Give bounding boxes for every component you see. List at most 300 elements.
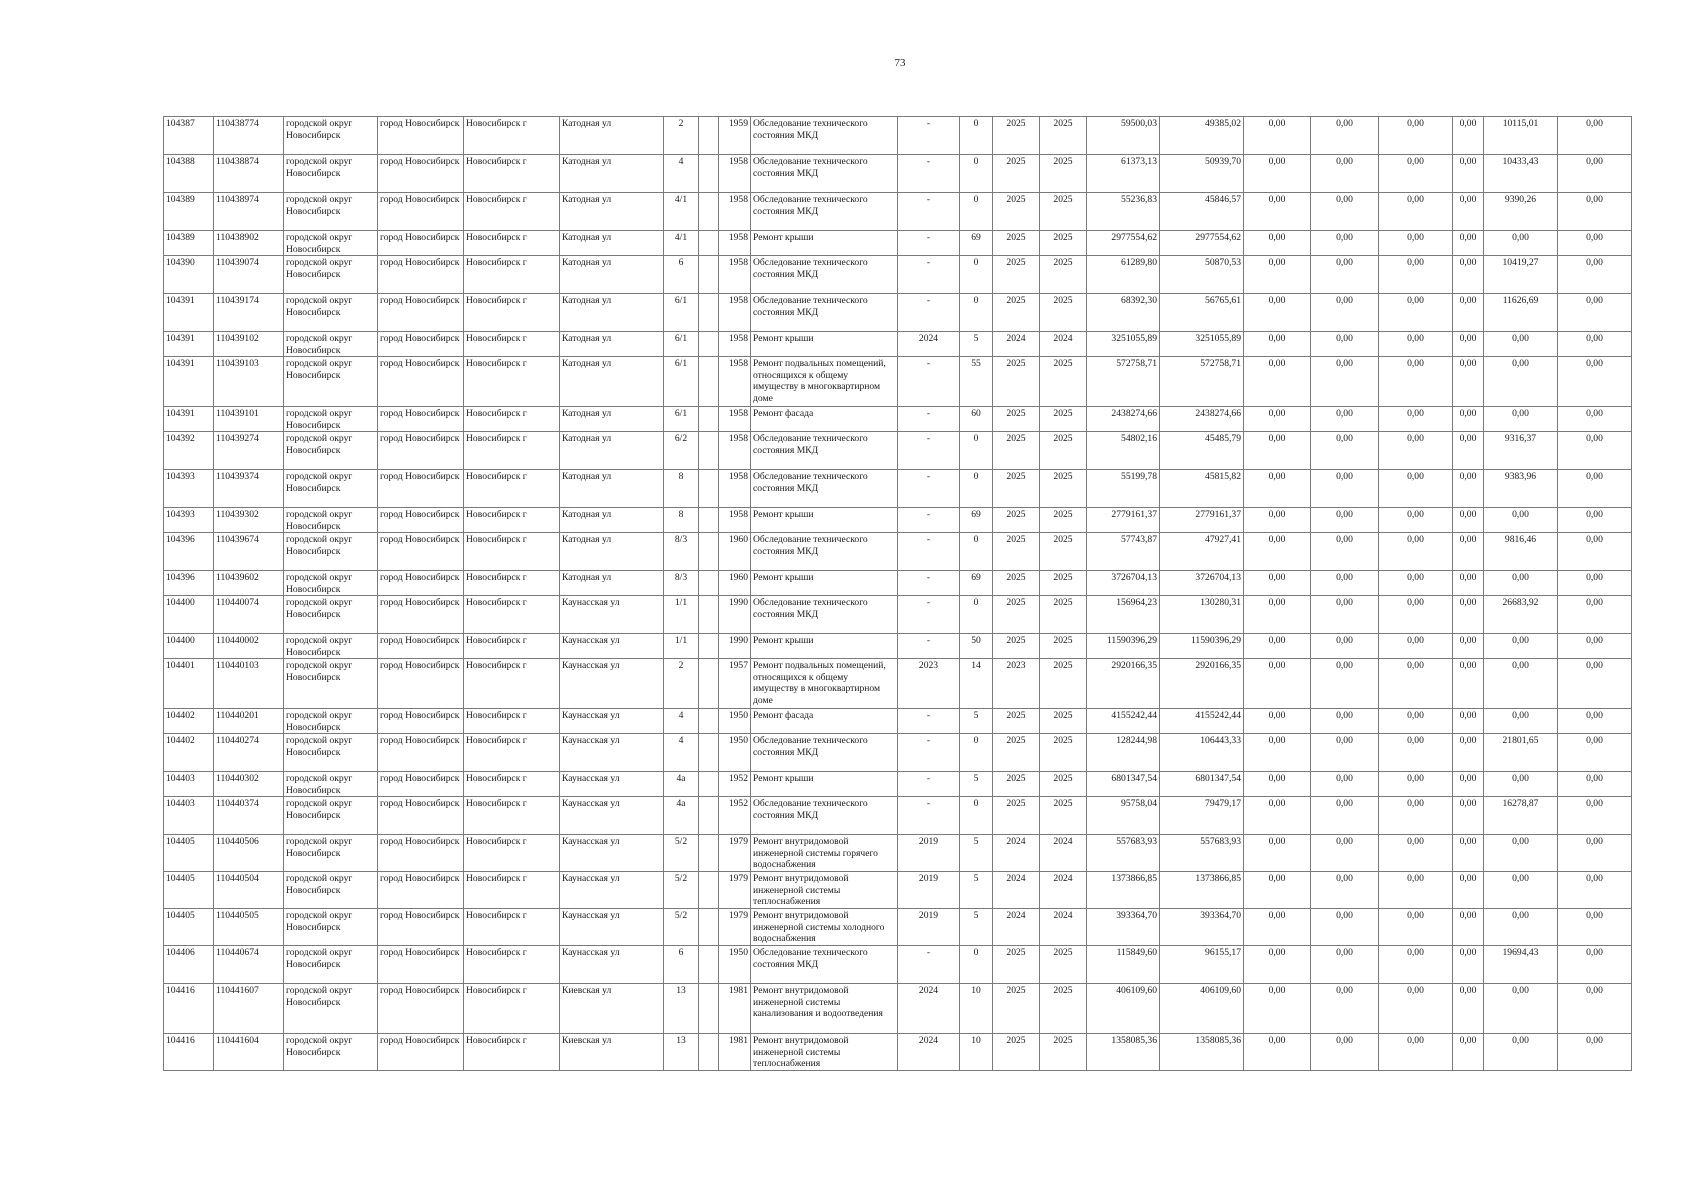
cell-build-year: 1957 <box>719 659 751 709</box>
cell-plan-start-year: 2025 <box>993 1034 1040 1071</box>
cell-settlement: город Новосибирск <box>378 634 464 659</box>
cell-build-year: 1958 <box>719 231 751 256</box>
cell-budget-regional: 0,00 <box>1311 432 1379 470</box>
cell-build-year: 1958 <box>719 357 751 407</box>
cell-budget-federal: 0,00 <box>1244 909 1311 946</box>
cell-fund-cost: 6801347,54 <box>1160 772 1244 797</box>
cell-locality: Новосибирск г <box>464 407 560 432</box>
cell-building <box>699 357 719 407</box>
cell-plan-start-year: 2025 <box>993 357 1040 407</box>
table-row <box>164 294 1632 332</box>
cell-building <box>699 256 719 294</box>
cell-budget-federal: 0,00 <box>1244 872 1311 909</box>
cell-plan-start-year: 2025 <box>993 256 1040 294</box>
cell-locality: Новосибирск г <box>464 357 560 407</box>
cell-settlement: город Новосибирск <box>378 193 464 231</box>
cell-row-number: 104416 <box>164 984 214 1034</box>
cell-row-number: 104416 <box>164 1034 214 1071</box>
table-row <box>164 533 1632 571</box>
cell-budget-local: 0,00 <box>1379 294 1453 332</box>
cell-house-number: 2 <box>664 659 699 709</box>
cell-plan-end-year: 2025 <box>1040 659 1087 709</box>
cell-row-number: 104391 <box>164 332 214 357</box>
cell-building <box>699 231 719 256</box>
cell-object-code: 110440505 <box>214 909 284 946</box>
cell-locality: Новосибирск г <box>464 470 560 508</box>
cell-street: Катодная ул <box>560 332 664 357</box>
cell-plan-start-year: 2025 <box>993 797 1040 835</box>
cell-work-type: Ремонт фасада <box>751 709 898 734</box>
cell-other-sources: 0,00 <box>1453 155 1484 193</box>
cell-settlement: город Новосибирск <box>378 231 464 256</box>
cell-plan-start-year: 2024 <box>993 909 1040 946</box>
cell-owner-funds: 0,00 <box>1484 659 1558 709</box>
cell-plan-start-year: 2025 <box>993 533 1040 571</box>
cell-reserve: 0,00 <box>1558 946 1632 984</box>
cell-street: Каунасская ул <box>560 835 664 872</box>
cell-budget-regional: 0,00 <box>1311 193 1379 231</box>
cell-work-type: Ремонт крыши <box>751 231 898 256</box>
cell-settlement: город Новосибирск <box>378 709 464 734</box>
cell-plan-end-year: 2025 <box>1040 984 1087 1034</box>
cell-wear-percent: 0 <box>960 596 993 634</box>
cell-municipal-district: городской округ Новосибирск <box>284 571 378 596</box>
cell-work-type: Ремонт крыши <box>751 634 898 659</box>
cell-building <box>699 117 719 155</box>
cell-street: Катодная ул <box>560 155 664 193</box>
cell-wear-percent: 0 <box>960 193 993 231</box>
cell-total-cost: 3251055,89 <box>1087 332 1160 357</box>
cell-budget-federal: 0,00 <box>1244 231 1311 256</box>
cell-municipal-district: городской округ Новосибирск <box>284 193 378 231</box>
cell-budget-regional: 0,00 <box>1311 407 1379 432</box>
cell-municipal-district: городской округ Новосибирск <box>284 946 378 984</box>
cell-build-year: 1952 <box>719 797 751 835</box>
cell-budget-local: 0,00 <box>1379 772 1453 797</box>
cell-budget-local: 0,00 <box>1379 709 1453 734</box>
cell-object-code: 110439374 <box>214 470 284 508</box>
cell-prev-year: 2023 <box>898 659 960 709</box>
cell-locality: Новосибирск г <box>464 432 560 470</box>
cell-other-sources: 0,00 <box>1453 946 1484 984</box>
cell-plan-start-year: 2024 <box>993 332 1040 357</box>
cell-wear-percent: 0 <box>960 294 993 332</box>
cell-municipal-district: городской округ Новосибирск <box>284 533 378 571</box>
cell-row-number: 104405 <box>164 872 214 909</box>
cell-budget-local: 0,00 <box>1379 734 1453 772</box>
cell-budget-local: 0,00 <box>1379 155 1453 193</box>
cell-budget-regional: 0,00 <box>1311 909 1379 946</box>
cell-owner-funds: 0,00 <box>1484 571 1558 596</box>
cell-plan-start-year: 2025 <box>993 193 1040 231</box>
cell-budget-federal: 0,00 <box>1244 946 1311 984</box>
cell-locality: Новосибирск г <box>464 193 560 231</box>
cell-object-code: 110440504 <box>214 872 284 909</box>
cell-other-sources: 0,00 <box>1453 984 1484 1034</box>
cell-locality: Новосибирск г <box>464 596 560 634</box>
cell-total-cost: 393364,70 <box>1087 909 1160 946</box>
cell-owner-funds: 0,00 <box>1484 332 1558 357</box>
cell-building <box>699 659 719 709</box>
cell-row-number: 104388 <box>164 155 214 193</box>
cell-fund-cost: 56765,61 <box>1160 294 1244 332</box>
table-row <box>164 407 1632 432</box>
cell-prev-year: - <box>898 432 960 470</box>
cell-house-number: 13 <box>664 1034 699 1071</box>
cell-row-number: 104402 <box>164 734 214 772</box>
cell-budget-regional: 0,00 <box>1311 533 1379 571</box>
cell-build-year: 1958 <box>719 432 751 470</box>
cell-prev-year: - <box>898 797 960 835</box>
table-body <box>164 117 1632 1071</box>
cell-house-number: 4 <box>664 709 699 734</box>
cell-other-sources: 0,00 <box>1453 231 1484 256</box>
cell-row-number: 104391 <box>164 294 214 332</box>
cell-municipal-district: городской округ Новосибирск <box>284 231 378 256</box>
cell-budget-local: 0,00 <box>1379 407 1453 432</box>
cell-municipal-district: городской округ Новосибирск <box>284 332 378 357</box>
cell-wear-percent: 69 <box>960 508 993 533</box>
cell-work-type: Обследование технического состояния МКД <box>751 946 898 984</box>
cell-budget-federal: 0,00 <box>1244 709 1311 734</box>
cell-house-number: 1/1 <box>664 634 699 659</box>
cell-house-number: 5/2 <box>664 909 699 946</box>
cell-object-code: 110439302 <box>214 508 284 533</box>
table-row <box>164 571 1632 596</box>
cell-object-code: 110440674 <box>214 946 284 984</box>
cell-build-year: 1958 <box>719 470 751 508</box>
cell-owner-funds: 0,00 <box>1484 407 1558 432</box>
cell-plan-start-year: 2025 <box>993 470 1040 508</box>
cell-total-cost: 406109,60 <box>1087 984 1160 1034</box>
cell-street: Катодная ул <box>560 508 664 533</box>
cell-fund-cost: 572758,71 <box>1160 357 1244 407</box>
cell-owner-funds: 0,00 <box>1484 909 1558 946</box>
cell-fund-cost: 2977554,62 <box>1160 231 1244 256</box>
cell-other-sources: 0,00 <box>1453 872 1484 909</box>
cell-prev-year: - <box>898 946 960 984</box>
cell-settlement: город Новосибирск <box>378 294 464 332</box>
cell-wear-percent: 5 <box>960 709 993 734</box>
cell-reserve: 0,00 <box>1558 596 1632 634</box>
cell-municipal-district: городской округ Новосибирск <box>284 407 378 432</box>
cell-work-type: Обследование технического состояния МКД <box>751 294 898 332</box>
cell-owner-funds: 10115,01 <box>1484 117 1558 155</box>
cell-reserve: 0,00 <box>1558 909 1632 946</box>
cell-other-sources: 0,00 <box>1453 256 1484 294</box>
cell-municipal-district: городской округ Новосибирск <box>284 772 378 797</box>
table-row <box>164 357 1632 407</box>
cell-plan-end-year: 2025 <box>1040 946 1087 984</box>
cell-row-number: 104389 <box>164 231 214 256</box>
cell-budget-local: 0,00 <box>1379 797 1453 835</box>
cell-budget-federal: 0,00 <box>1244 659 1311 709</box>
cell-plan-end-year: 2025 <box>1040 432 1087 470</box>
cell-plan-end-year: 2025 <box>1040 596 1087 634</box>
cell-building <box>699 872 719 909</box>
table-row <box>164 872 1632 909</box>
cell-work-type: Обследование технического состояния МКД <box>751 533 898 571</box>
cell-fund-cost: 96155,17 <box>1160 946 1244 984</box>
cell-settlement: город Новосибирск <box>378 772 464 797</box>
cell-total-cost: 115849,60 <box>1087 946 1160 984</box>
cell-plan-end-year: 2025 <box>1040 797 1087 835</box>
cell-wear-percent: 14 <box>960 659 993 709</box>
cell-wear-percent: 0 <box>960 734 993 772</box>
cell-settlement: город Новосибирск <box>378 596 464 634</box>
cell-municipal-district: городской округ Новосибирск <box>284 659 378 709</box>
cell-budget-federal: 0,00 <box>1244 984 1311 1034</box>
cell-reserve: 0,00 <box>1558 835 1632 872</box>
cell-other-sources: 0,00 <box>1453 709 1484 734</box>
cell-total-cost: 61289,80 <box>1087 256 1160 294</box>
cell-other-sources: 0,00 <box>1453 407 1484 432</box>
cell-street: Киевская ул <box>560 984 664 1034</box>
cell-plan-start-year: 2025 <box>993 294 1040 332</box>
capital-repair-table <box>163 116 1632 1071</box>
cell-reserve: 0,00 <box>1558 797 1632 835</box>
cell-house-number: 6/1 <box>664 294 699 332</box>
page-number: 73 <box>894 57 906 69</box>
cell-prev-year: - <box>898 357 960 407</box>
cell-budget-local: 0,00 <box>1379 984 1453 1034</box>
cell-fund-cost: 2920166,35 <box>1160 659 1244 709</box>
cell-build-year: 1958 <box>719 294 751 332</box>
cell-plan-end-year: 2024 <box>1040 909 1087 946</box>
cell-other-sources: 0,00 <box>1453 571 1484 596</box>
cell-budget-regional: 0,00 <box>1311 797 1379 835</box>
cell-street: Катодная ул <box>560 193 664 231</box>
cell-build-year: 1990 <box>719 634 751 659</box>
cell-reserve: 0,00 <box>1558 256 1632 294</box>
cell-budget-federal: 0,00 <box>1244 407 1311 432</box>
cell-object-code: 110439274 <box>214 432 284 470</box>
cell-plan-start-year: 2023 <box>993 659 1040 709</box>
cell-total-cost: 95758,04 <box>1087 797 1160 835</box>
cell-wear-percent: 5 <box>960 835 993 872</box>
cell-street: Катодная ул <box>560 470 664 508</box>
cell-wear-percent: 69 <box>960 571 993 596</box>
cell-locality: Новосибирск г <box>464 256 560 294</box>
cell-budget-regional: 0,00 <box>1311 946 1379 984</box>
cell-budget-regional: 0,00 <box>1311 332 1379 357</box>
cell-building <box>699 909 719 946</box>
cell-prev-year: - <box>898 117 960 155</box>
cell-total-cost: 3726704,13 <box>1087 571 1160 596</box>
cell-plan-end-year: 2024 <box>1040 835 1087 872</box>
cell-locality: Новосибирск г <box>464 634 560 659</box>
table-row <box>164 634 1632 659</box>
cell-house-number: 4/1 <box>664 193 699 231</box>
cell-municipal-district: городской округ Новосибирск <box>284 256 378 294</box>
cell-object-code: 110438902 <box>214 231 284 256</box>
cell-other-sources: 0,00 <box>1453 1034 1484 1071</box>
cell-reserve: 0,00 <box>1558 470 1632 508</box>
cell-plan-start-year: 2025 <box>993 709 1040 734</box>
cell-plan-start-year: 2024 <box>993 835 1040 872</box>
cell-house-number: 2 <box>664 117 699 155</box>
cell-object-code: 110440002 <box>214 634 284 659</box>
cell-plan-end-year: 2025 <box>1040 155 1087 193</box>
cell-reserve: 0,00 <box>1558 533 1632 571</box>
cell-owner-funds: 0,00 <box>1484 709 1558 734</box>
cell-other-sources: 0,00 <box>1453 909 1484 946</box>
cell-municipal-district: городской округ Новосибирск <box>284 508 378 533</box>
cell-owner-funds: 9383,96 <box>1484 470 1558 508</box>
cell-wear-percent: 0 <box>960 256 993 294</box>
cell-budget-local: 0,00 <box>1379 508 1453 533</box>
cell-row-number: 104403 <box>164 772 214 797</box>
cell-build-year: 1981 <box>719 1034 751 1071</box>
cell-row-number: 104389 <box>164 193 214 231</box>
cell-street: Катодная ул <box>560 571 664 596</box>
cell-locality: Новосибирск г <box>464 571 560 596</box>
cell-street: Каунасская ул <box>560 946 664 984</box>
cell-wear-percent: 0 <box>960 155 993 193</box>
table-row <box>164 709 1632 734</box>
cell-building <box>699 797 719 835</box>
cell-budget-federal: 0,00 <box>1244 256 1311 294</box>
cell-budget-federal: 0,00 <box>1244 797 1311 835</box>
cell-locality: Новосибирск г <box>464 772 560 797</box>
cell-build-year: 1979 <box>719 835 751 872</box>
cell-budget-federal: 0,00 <box>1244 1034 1311 1071</box>
cell-plan-start-year: 2025 <box>993 984 1040 1034</box>
cell-budget-federal: 0,00 <box>1244 533 1311 571</box>
cell-other-sources: 0,00 <box>1453 332 1484 357</box>
cell-building <box>699 193 719 231</box>
cell-row-number: 104401 <box>164 659 214 709</box>
cell-plan-end-year: 2025 <box>1040 357 1087 407</box>
cell-street: Катодная ул <box>560 117 664 155</box>
cell-object-code: 110438774 <box>214 117 284 155</box>
cell-wear-percent: 50 <box>960 634 993 659</box>
cell-street: Катодная ул <box>560 294 664 332</box>
cell-prev-year: 2019 <box>898 835 960 872</box>
cell-fund-cost: 45815,82 <box>1160 470 1244 508</box>
cell-prev-year: 2019 <box>898 909 960 946</box>
cell-locality: Новосибирск г <box>464 946 560 984</box>
cell-owner-funds: 26683,92 <box>1484 596 1558 634</box>
cell-prev-year: - <box>898 231 960 256</box>
cell-reserve: 0,00 <box>1558 984 1632 1034</box>
cell-total-cost: 11590396,29 <box>1087 634 1160 659</box>
cell-budget-regional: 0,00 <box>1311 734 1379 772</box>
cell-settlement: город Новосибирск <box>378 407 464 432</box>
cell-other-sources: 0,00 <box>1453 432 1484 470</box>
cell-work-type: Обследование технического состояния МКД <box>751 256 898 294</box>
cell-row-number: 104392 <box>164 432 214 470</box>
cell-municipal-district: городской округ Новосибирск <box>284 984 378 1034</box>
cell-wear-percent: 69 <box>960 231 993 256</box>
cell-owner-funds: 0,00 <box>1484 872 1558 909</box>
table-row <box>164 797 1632 835</box>
cell-fund-cost: 1358085,36 <box>1160 1034 1244 1071</box>
cell-building <box>699 571 719 596</box>
cell-wear-percent: 60 <box>960 407 993 432</box>
cell-prev-year: - <box>898 508 960 533</box>
cell-fund-cost: 1373866,85 <box>1160 872 1244 909</box>
cell-budget-regional: 0,00 <box>1311 508 1379 533</box>
cell-settlement: город Новосибирск <box>378 533 464 571</box>
cell-total-cost: 2779161,37 <box>1087 508 1160 533</box>
cell-house-number: 6/1 <box>664 332 699 357</box>
cell-prev-year: - <box>898 256 960 294</box>
cell-plan-end-year: 2025 <box>1040 772 1087 797</box>
cell-budget-federal: 0,00 <box>1244 835 1311 872</box>
cell-budget-federal: 0,00 <box>1244 332 1311 357</box>
cell-street: Каунасская ул <box>560 709 664 734</box>
cell-work-type: Обследование технического состояния МКД <box>751 432 898 470</box>
cell-other-sources: 0,00 <box>1453 596 1484 634</box>
cell-street: Каунасская ул <box>560 772 664 797</box>
cell-other-sources: 0,00 <box>1453 772 1484 797</box>
cell-prev-year: - <box>898 294 960 332</box>
cell-building <box>699 533 719 571</box>
cell-build-year: 1958 <box>719 256 751 294</box>
cell-budget-federal: 0,00 <box>1244 596 1311 634</box>
cell-total-cost: 4155242,44 <box>1087 709 1160 734</box>
cell-street: Каунасская ул <box>560 659 664 709</box>
cell-municipal-district: городской округ Новосибирск <box>284 117 378 155</box>
cell-work-type: Обследование технического состояния МКД <box>751 155 898 193</box>
cell-plan-start-year: 2025 <box>993 117 1040 155</box>
cell-budget-federal: 0,00 <box>1244 294 1311 332</box>
cell-prev-year: - <box>898 634 960 659</box>
cell-prev-year: - <box>898 734 960 772</box>
cell-settlement: город Новосибирск <box>378 1034 464 1071</box>
table-row <box>164 193 1632 231</box>
cell-building <box>699 1034 719 1071</box>
cell-fund-cost: 11590396,29 <box>1160 634 1244 659</box>
cell-total-cost: 156964,23 <box>1087 596 1160 634</box>
cell-total-cost: 57743,87 <box>1087 533 1160 571</box>
cell-wear-percent: 10 <box>960 1034 993 1071</box>
cell-wear-percent: 0 <box>960 797 993 835</box>
table-row <box>164 117 1632 155</box>
cell-fund-cost: 406109,60 <box>1160 984 1244 1034</box>
cell-prev-year: - <box>898 772 960 797</box>
cell-budget-regional: 0,00 <box>1311 1034 1379 1071</box>
cell-budget-federal: 0,00 <box>1244 117 1311 155</box>
cell-house-number: 6 <box>664 256 699 294</box>
cell-row-number: 104405 <box>164 835 214 872</box>
cell-fund-cost: 106443,33 <box>1160 734 1244 772</box>
cell-building <box>699 470 719 508</box>
cell-build-year: 1950 <box>719 734 751 772</box>
cell-fund-cost: 47927,41 <box>1160 533 1244 571</box>
cell-locality: Новосибирск г <box>464 872 560 909</box>
cell-budget-regional: 0,00 <box>1311 596 1379 634</box>
cell-row-number: 104396 <box>164 533 214 571</box>
cell-plan-end-year: 2025 <box>1040 117 1087 155</box>
cell-prev-year: 2019 <box>898 872 960 909</box>
cell-reserve: 0,00 <box>1558 734 1632 772</box>
cell-street: Катодная ул <box>560 432 664 470</box>
cell-settlement: город Новосибирск <box>378 117 464 155</box>
cell-settlement: город Новосибирск <box>378 734 464 772</box>
cell-settlement: город Новосибирск <box>378 872 464 909</box>
cell-wear-percent: 5 <box>960 909 993 946</box>
cell-locality: Новосибирск г <box>464 1034 560 1071</box>
cell-row-number: 104406 <box>164 946 214 984</box>
cell-house-number: 8/3 <box>664 533 699 571</box>
table-row <box>164 909 1632 946</box>
cell-wear-percent: 0 <box>960 432 993 470</box>
cell-house-number: 8 <box>664 508 699 533</box>
cell-prev-year: - <box>898 193 960 231</box>
cell-municipal-district: городской округ Новосибирск <box>284 909 378 946</box>
